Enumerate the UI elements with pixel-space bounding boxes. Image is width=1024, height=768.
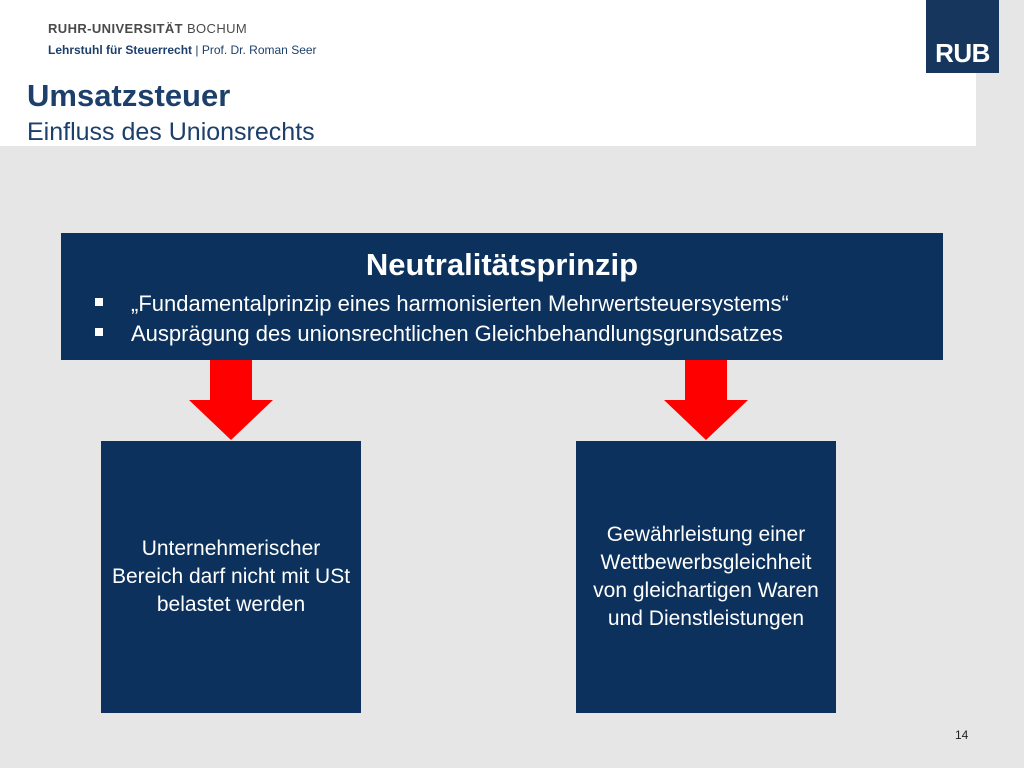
bullet-text: Ausprägung des unionsrechtlichen Gleichbehandlungsgrundsatzes [131,321,783,346]
down-arrow-icon [664,360,748,440]
bullet-text: „Fundamentalprinzip eines harmonisierten Mehrwertsteuersystems“ [131,291,789,316]
professor-name: Prof. Dr. Roman Seer [201,43,317,57]
slide-subtitle: Einfluss des Unionsrechts [27,118,315,146]
chair-separator: | [192,43,202,57]
principle-bullet [95,321,783,347]
university-name-city: BOCHUM [186,21,248,36]
page-number: 14 [955,728,969,742]
principle-bullet [95,291,789,317]
university-name-bold: RUHR-UNIVERSITÄT [48,21,183,36]
square-bullet-icon [95,298,103,306]
chair-line [48,43,317,57]
slide-title: Umsatzsteuer [27,78,231,113]
rub-logo: RUB [926,0,999,73]
square-bullet-icon [95,328,103,336]
down-arrow-icon [189,360,273,440]
consequence-box-competition: Gewährleistung einer Wettbewerbsgleichheit von gleichartigen Waren und Dienstleistungen [576,441,836,713]
university-name [48,21,247,36]
principle-box [61,233,943,360]
chair-name: Lehrstuhl für Steuerrecht [48,43,193,57]
principle-heading: Neutralitätsprinzip [365,247,639,282]
slide-header [0,0,976,146]
consequence-box-business: Unternehmerischer Bereich darf nicht mit USt belastet werden [101,441,361,713]
